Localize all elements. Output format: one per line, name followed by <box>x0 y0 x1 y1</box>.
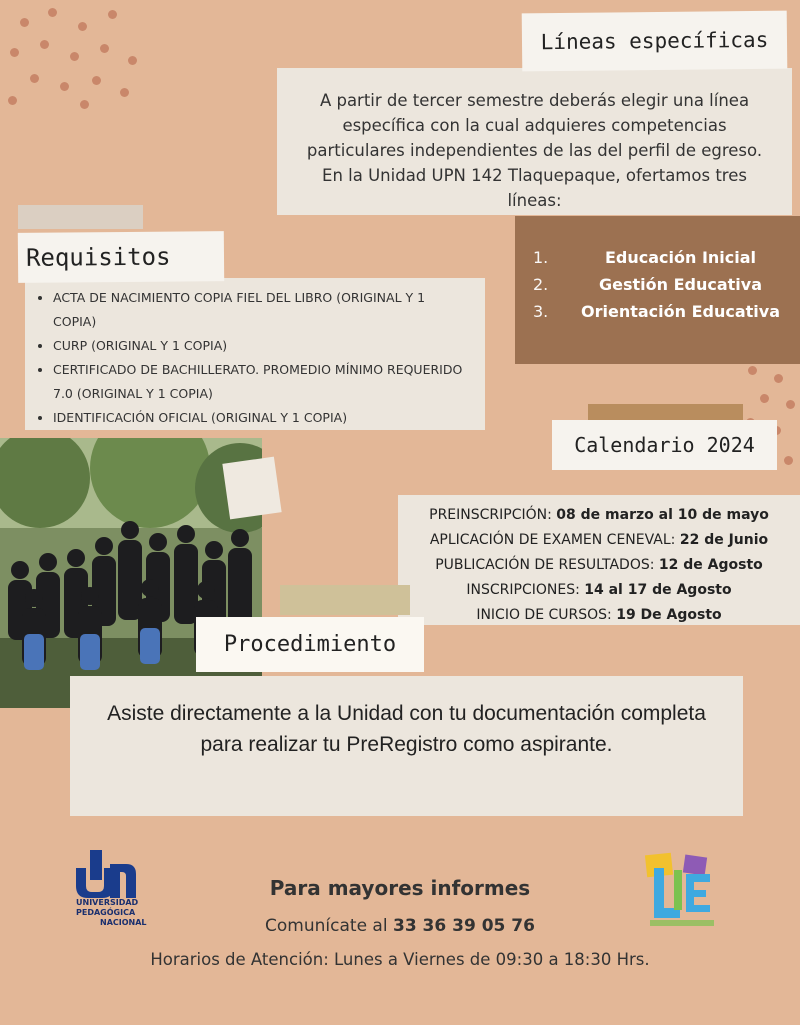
calendar-row-label: PREINSCRIPCIÓN: <box>429 507 557 523</box>
list-item-label: Educación Inicial <box>604 248 757 267</box>
upn-logo-line: NACIONAL <box>100 918 147 927</box>
calendar-row-label: INSCRIPCIONES: <box>466 582 585 598</box>
calendario-panel <box>398 495 800 625</box>
list-item <box>533 244 790 271</box>
list-item-number: 3. <box>533 302 549 321</box>
lineas-description <box>277 68 792 215</box>
calendar-row-label: INICIO DE CURSOS: <box>476 607 617 623</box>
upn-logo-icon <box>76 850 136 898</box>
list-item-label: Orientación Educativa <box>581 302 780 321</box>
lineas-list <box>533 244 790 325</box>
lineas-title: Líneas específicas <box>522 11 788 72</box>
calendar-row-value: 22 de Junio <box>679 532 769 548</box>
list-item <box>533 271 790 298</box>
calendar-row <box>408 603 790 628</box>
footer-hours: Horarios de Atención: Lunes a Viernes de 09:30 a 18:30 Hrs. <box>150 950 650 969</box>
calendar-row-label: APLICACIÓN DE EXAMEN CENEVAL: <box>429 532 680 548</box>
requisitos-list-panel <box>25 278 485 430</box>
calendar-row-label: PUBLICACIÓN DE RESULTADOS: <box>435 557 659 573</box>
calendar-row <box>408 553 790 578</box>
list-item-number: 2. <box>533 275 549 294</box>
list-item <box>533 298 790 325</box>
calendar-row-value: 14 al 17 de Agosto <box>584 582 732 598</box>
requisitos-title: Requisitos <box>18 231 224 283</box>
list-item: • IDENTIFICACIÓN OFICIAL (ORIGINAL Y 1 COPIA) <box>53 406 471 430</box>
requisitos-tape <box>18 205 143 229</box>
requisitos-list <box>53 286 471 430</box>
footer-phone-number: 33 36 39 05 76 <box>392 916 535 936</box>
calendar-row <box>408 528 790 553</box>
upn-logo-text <box>76 898 147 928</box>
calendar-row-value: 08 de marzo al 10 de mayo <box>556 507 769 523</box>
calendar-row-value: 12 de Agosto <box>658 557 763 573</box>
list-item-label: Gestión Educativa <box>598 275 762 294</box>
calendar-row <box>408 578 790 603</box>
procedimiento-tape <box>280 585 410 615</box>
list-item: • CURP (ORIGINAL Y 1 COPIA) <box>53 334 471 358</box>
procedimiento-title: Procedimiento <box>196 617 424 672</box>
lineas-list-card <box>515 216 800 364</box>
decor-dots-top-left <box>0 0 160 110</box>
upn-logo-line: UNIVERSIDAD <box>76 898 139 907</box>
upn-logo <box>76 850 176 932</box>
lie-logo-icon <box>640 850 720 932</box>
upn-logo-line: PEDAGÓGICA <box>76 908 136 917</box>
lie-logo <box>640 850 720 932</box>
calendar-row-value: 19 De Agosto <box>616 607 722 623</box>
list-item: • CERTIFICADO DE BACHILLERATO. PROMEDIO MÍNIMO REQUERIDO 7.0 (ORIGINAL Y 1 COPIA) <box>53 358 471 406</box>
procedimiento-text: Asiste directamente a la Unidad con tu documentación completa para realizar tu PreRegistro como aspirante. <box>107 702 706 756</box>
footer-phone <box>200 916 600 936</box>
procedimiento-panel <box>70 676 743 816</box>
footer-phone-label: Comunícate al <box>265 916 393 936</box>
list-item: • ACTA DE NACIMIENTO COPIA FIEL DEL LIBRO (ORIGINAL Y 1 COPIA) <box>53 286 471 334</box>
photo-tape <box>222 457 281 520</box>
calendario-title: Calendario 2024 <box>552 420 777 470</box>
lineas-description-text: A partir de tercer semestre deberás elegir una línea específica con la cual adquieres competencias particulares independientes de las del perfil de egreso. En la Unidad UPN 142 Tlaquepaque, ofertamos tres líneas: <box>306 91 763 210</box>
list-item-number: 1. <box>533 248 549 267</box>
footer-heading: Para mayores informes <box>269 876 531 900</box>
calendar-row <box>408 503 790 528</box>
